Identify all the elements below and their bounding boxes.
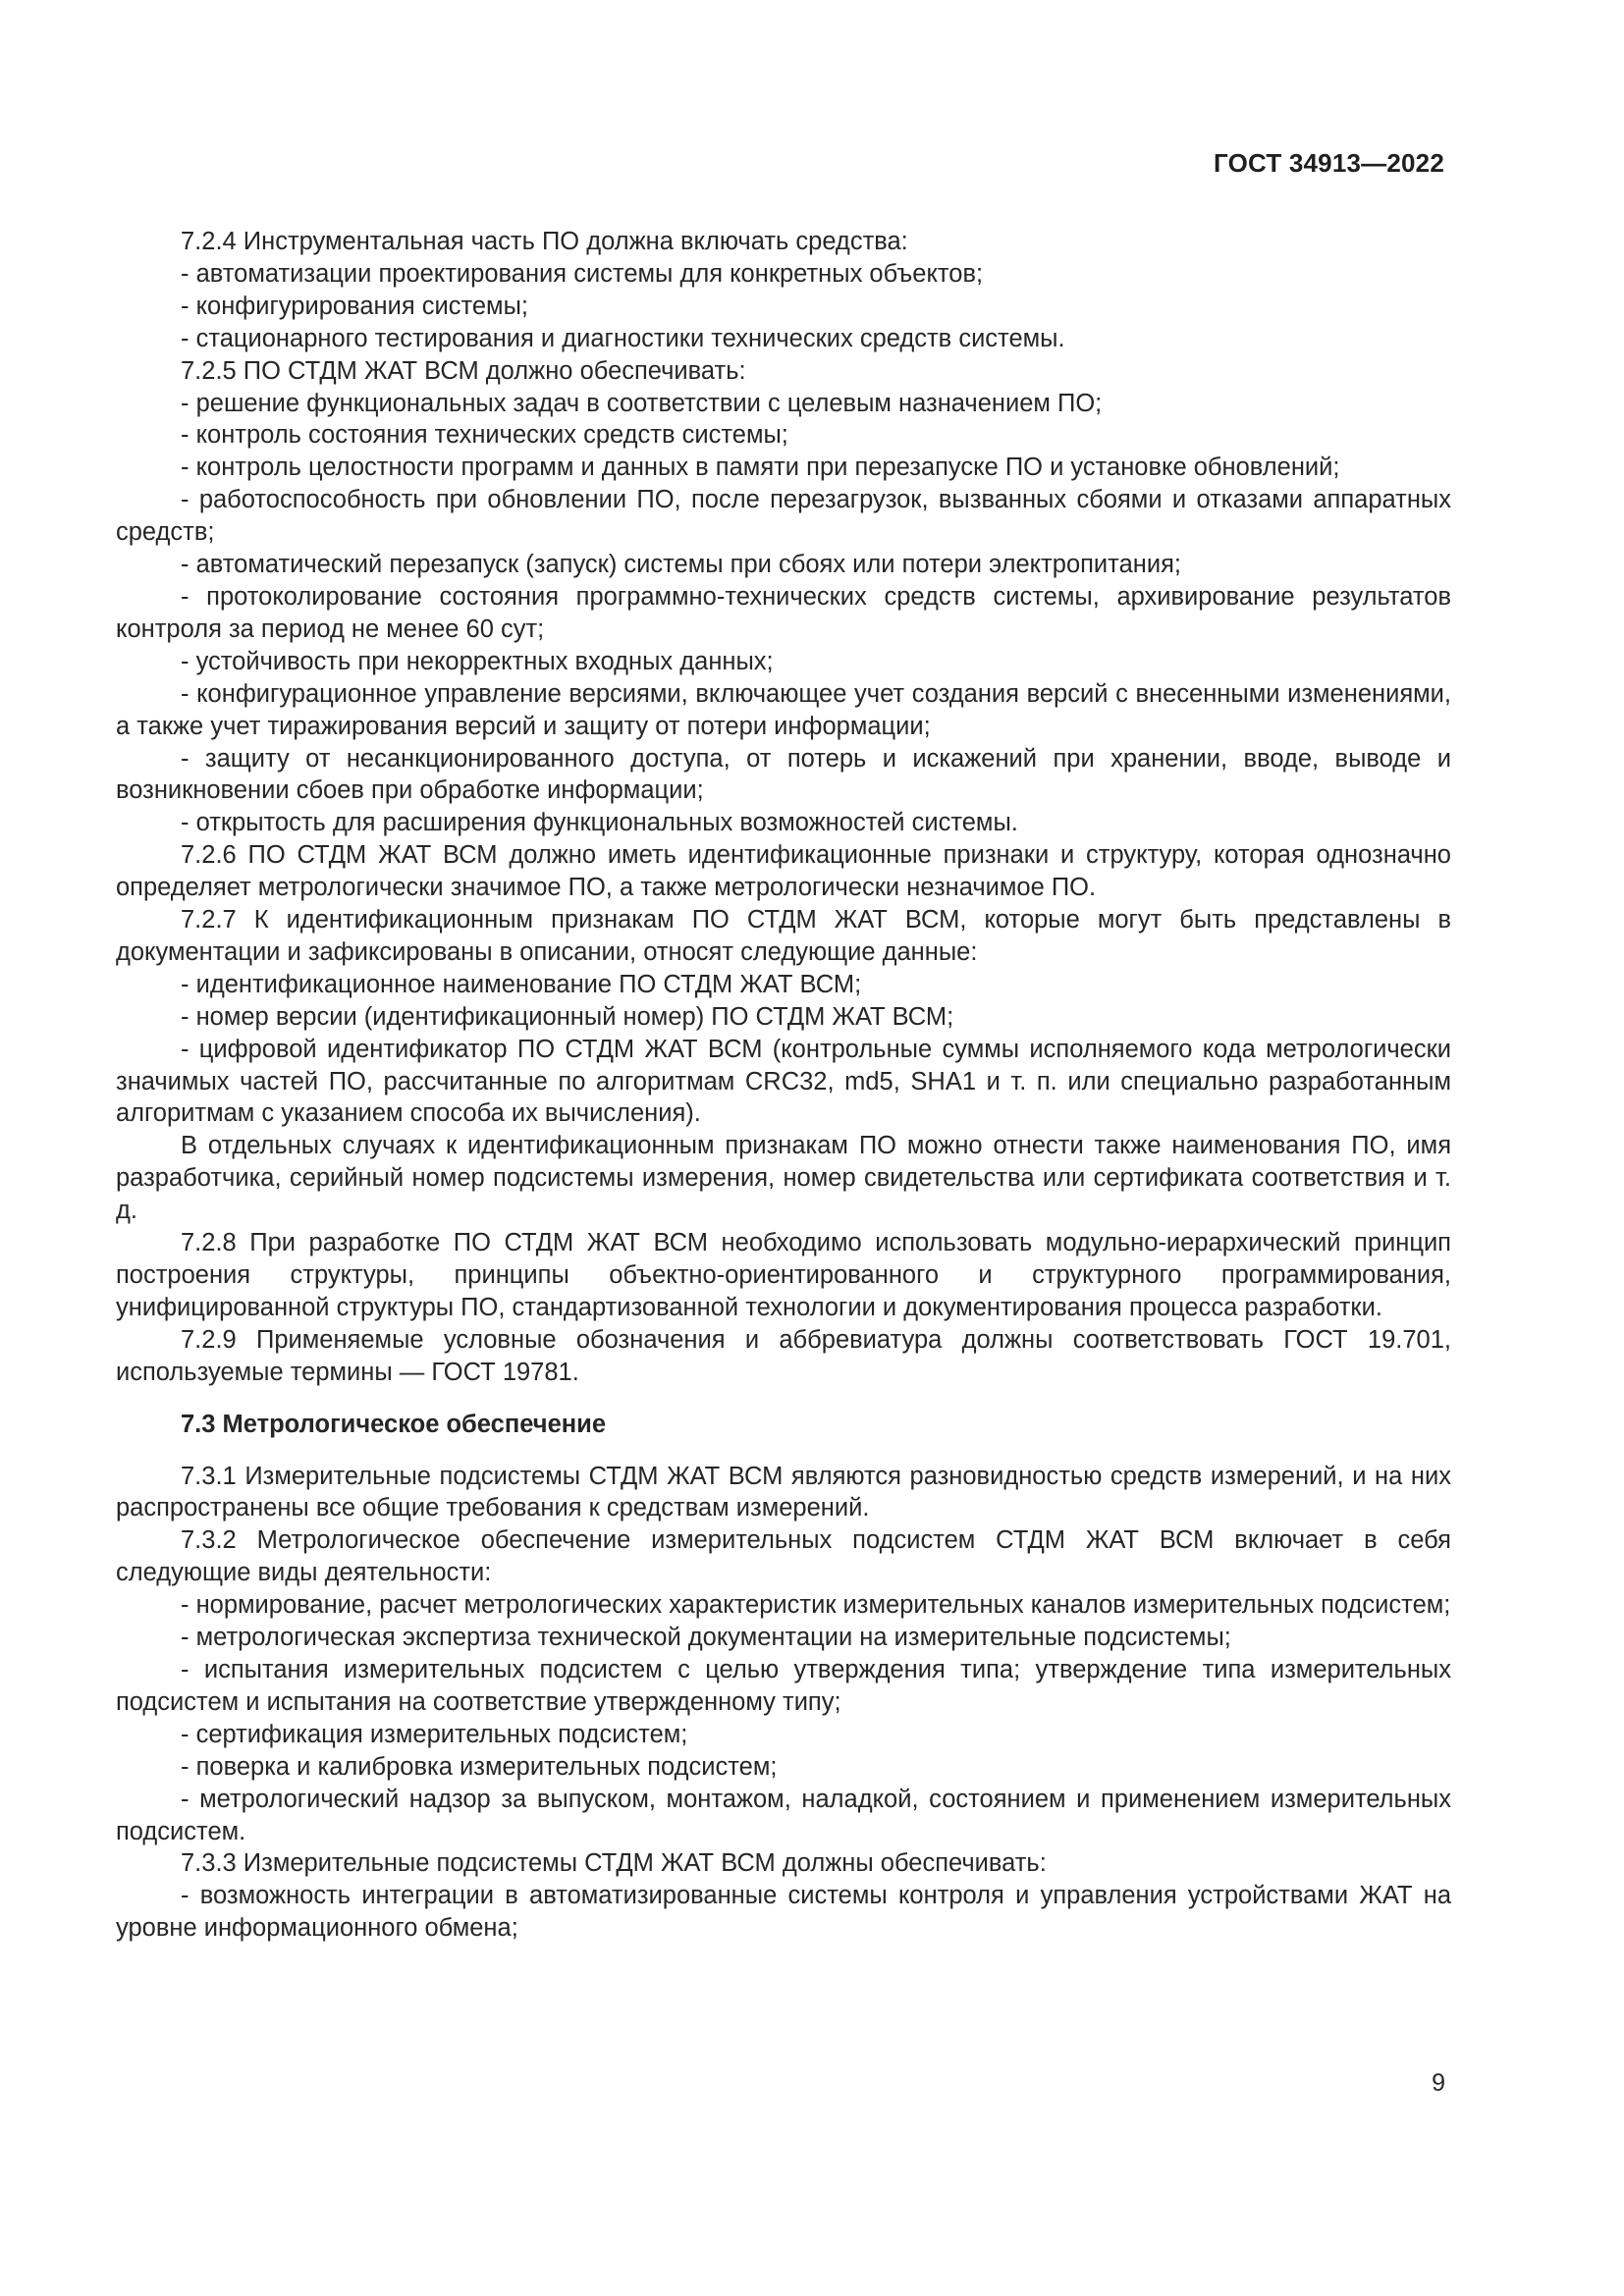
paragraph: - контроль состояния технических средств системы; (181, 421, 788, 450)
section-heading: 7.3 Метрологическое обеспечение (181, 1410, 607, 1438)
paragraph: - контроль целостности программ и данных в памяти при перезапуске ПО и установке обновлений; (181, 454, 1340, 482)
paragraph: 7.2.8 При разработке ПО СТДМ ЖАТ ВСМ необходимо использовать модульно-иерархический принцип построения структуры, принципы объектно-ориентированного и структурного программирования, унифицированной структуры ПО, стандартизованной технологии и документирования процесса разработки. (116, 1229, 1451, 1321)
paragraph: - идентификационное наименование ПО СТДМ ЖАТ ВСМ; (181, 970, 862, 998)
paragraph: - возможность интеграции в автоматизированные системы контроля и управления устройствами ЖАТ на уровне информационного обмена; (116, 1882, 1451, 1943)
paragraph: - стационарного тестирования и диагностики технических средств системы. (181, 324, 1065, 352)
paragraph: - решение функциональных задач в соответствии с целевым назначением ПО; (181, 389, 1103, 417)
paragraph: - испытания измерительных подсистем с целью утверждения типа; утверждение типа измерительных подсистем и испытания на соответствие утвержденному типу; (116, 1655, 1451, 1716)
paragraph: - сертификация измерительных подсистем; (181, 1720, 688, 1748)
paragraph: - метрологическая экспертиза технической документации на измерительные подсистемы; (181, 1624, 1231, 1652)
paragraph: - устойчивость при некорректных входных данных; (181, 647, 774, 675)
paragraph: 7.2.6 ПО СТДМ ЖАТ ВСМ должно иметь идентификационные признаки и структуру, которая однозначно определяет метрологически значимое ПО, а также метрологически незначимое ПО. (116, 841, 1451, 902)
paragraph: 7.3.2 Метрологическое обеспечение измерительных подсистем СТДМ ЖАТ ВСМ включает в себя следующие виды деятельности: (116, 1526, 1451, 1587)
paragraph: - поверка и калибровка измерительных подсистем; (181, 1752, 778, 1781)
paragraph: 7.2.9 Применяемые условные обозначения и аббревиатура должны соответствовать ГОСТ 19.701, используемые термины — ГОСТ 19781. (116, 1325, 1451, 1386)
section-7-2-text (116, 226, 1451, 1389)
document-header: ГОСТ 34913—2022 (1214, 148, 1444, 178)
document-body (116, 226, 1451, 1945)
paragraph: 7.3.3 Измерительные подсистемы СТДМ ЖАТ ВСМ должны обеспечивать: (181, 1849, 1047, 1878)
paragraph: - нормирование, расчет метрологических характеристик измерительных каналов измерительных подсистем; (181, 1591, 1451, 1620)
paragraph: - номер версии (идентификационный номер) ПО СТДМ ЖАТ ВСМ; (181, 1002, 954, 1031)
paragraph: - открытость для расширения функциональных возможностей системы. (181, 809, 1018, 837)
paragraph: - конфигурационное управление версиями, включающее учет создания версий с внесенными изменениями, а также учет тиражирования версий и защиту от потери информации; (116, 679, 1451, 740)
page-number: 9 (1432, 2069, 1445, 2097)
paragraph: 7.2.4 Инструментальная часть ПО должна включать средства: (181, 228, 908, 255)
paragraph: - защиту от несанкционированного доступа, от потерь и искажений при хранении, вводе, выводе и возникновении сбоев при обработке информации; (116, 744, 1451, 805)
paragraph: 7.2.5 ПО СТДМ ЖАТ ВСМ должно обеспечивать: (181, 356, 746, 385)
paragraph: - работоспособность при обновлении ПО, после перезагрузок, вызванных сбоями и отказами аппаратных средств; (116, 486, 1451, 547)
paragraph: 7.2.7 К идентификационным признакам ПО СТДМ ЖАТ ВСМ, которые могут быть представлены в документации и зафиксированы в описании, относят следующие данные: (116, 906, 1451, 966)
paragraph: - протоколирование состояния программно-технических средств системы, архивирование результатов контроля за период не менее 60 сут; (116, 582, 1451, 643)
section-7-3-text (116, 1461, 1451, 1946)
paragraph: В отдельных случаях к идентификационным признакам ПО можно отнести также наименования ПО, имя разработчика, серийный номер подсистемы измерения, номер свидетельства или сертификата соответствия и т. д. (116, 1132, 1451, 1225)
paragraph: - метрологический надзор за выпуском, монтажом, наладкой, состоянием и применением измерительных подсистем. (116, 1785, 1451, 1845)
paragraph: - цифровой идентификатор ПО СТДМ ЖАТ ВСМ (контрольные суммы исполняемого кода метрологически значимых частей ПО, рассчитанные по алгоритмам CRC32, md5, SHA1 и т. п. или специально разработанным алгоритмам с указанием способа их вычисления). (116, 1035, 1451, 1128)
paragraph: - конфигурирования системы; (181, 292, 528, 320)
paragraph: - автоматический перезапуск (запуск) системы при сбоях или потери электропитания; (181, 551, 1181, 579)
paragraph: 7.3.1 Измерительные подсистемы СТДМ ЖАТ ВСМ являются разновидностью средств измерений, и на них распространены все общие требования к средствам измерений. (116, 1462, 1451, 1522)
paragraph: - автоматизации проектирования системы для конкретных объектов; (181, 259, 984, 288)
